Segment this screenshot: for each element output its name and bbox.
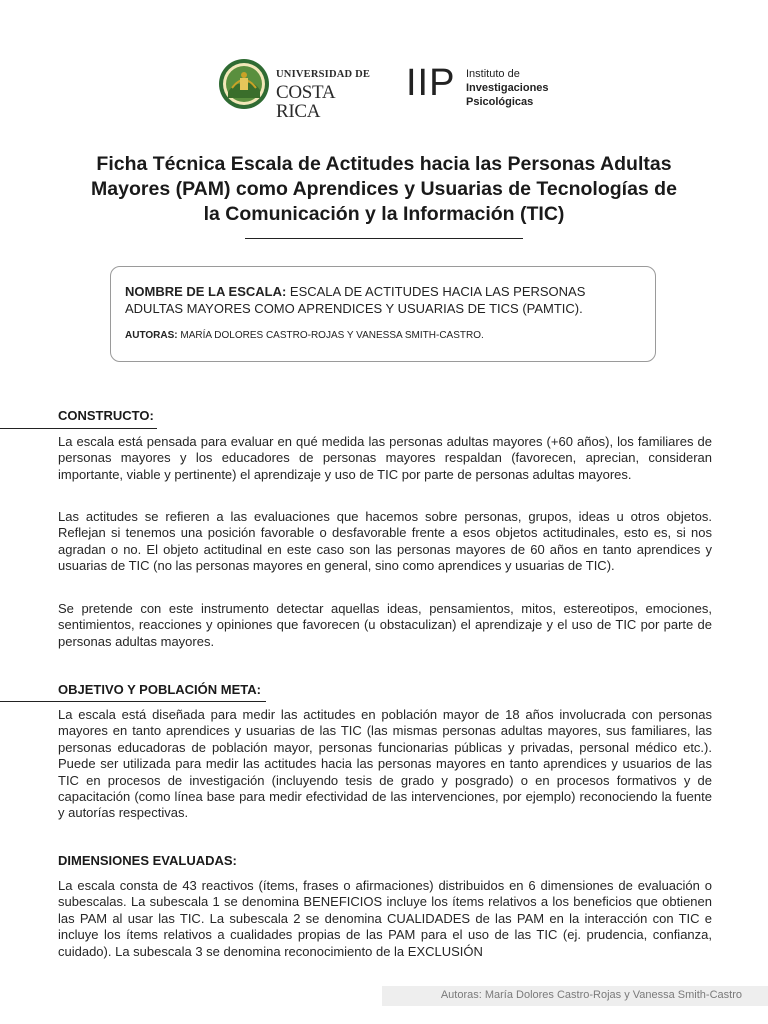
constructo-paragraph-3: Se pretende con este instrumento detectar aquellas ideas, pensamientos, mitos, estereotipos, emociones, sentimientos, reacciones y opiniones que favorecen (u obstaculizan) el aprendizaje y el uso de TIC por parte de personas adultas mayores.: [58, 601, 712, 649]
page-header: [0, 58, 768, 122]
objetivo-paragraph-1: La escala está diseñada para medir las actitudes en población mayor de 18 años involucrada con personas mayores en tanto aprendices y usuarias de las TIC (las mismas personas adultas mayores, sus familiares, las personas educadoras de población mayor, personas funcionarias públicas y privadas, personal médico etc.). Puede ser utilizada para medir las actitudes hacia las personas mayores en tanto aprendices y usuarios de las TIC en procesos de investigación (incluyendo tesis de grado y posgrado) o en procesos formativos y de capacitación (como línea base para medir efectividad de las intervenciones, por ejemplo) reconociendo la fuente y autorías respectivas.: [58, 707, 712, 821]
scale-info-box: [110, 266, 656, 362]
constructo-paragraph-1: La escala está pensada para evaluar en qué medida las personas adultas mayores (+60 años), los familiares de personas mayores y los educadores de personas mayores respaldan (favorecen, aprecian, consideran importante, viable y pertinente) el aprendizaje y uso de TIC por parte de personas adultas mayores.: [58, 434, 712, 482]
iip-line1: Instituto de: [466, 68, 520, 80]
objetivo-rule: [0, 701, 266, 702]
footer-authors: Autoras: María Dolores Castro-Rojas y Vanessa Smith-Castro: [440, 989, 742, 1001]
dimensiones-paragraph-1: La escala consta de 43 reactivos (ítems, frases o afirmaciones) distribuidos en 6 dimensiones de evaluación o subescalas. La subescala 1 se denomina BENEFICIOS incluye los ítems relativos a los beneficios que obtienen las PAM al usar las TIC. La subescala 2 se denomina CUALIDADES de las PAM en la interacción con TIC e incluye los ítems relativos a cualidades propias de las PAM para el uso de las TIC (ej. prudencia, confianza, cuidado). La subescala 3 se denomina reconocimiento de la EXCLUSIÓN: [58, 878, 712, 959]
scale-name: [125, 283, 641, 317]
page-footer: [382, 986, 768, 1006]
ucr-seal-logo: [218, 58, 270, 110]
scale-authors: [125, 329, 641, 343]
iip-logo-mark: IIP: [406, 62, 456, 104]
scale-name-label: NOMBRE DE LA ESCALA:: [125, 284, 287, 299]
document-title: Ficha Técnica Escala de Actitudes hacia las Personas Adultas Mayores (PAM) como Aprendices y Usuarias de Tecnologías de la Comunicación y la Información (TIC): [91, 153, 677, 225]
ucr-name-line2: COSTA RICA: [276, 81, 335, 122]
iip-line3: Psicológicas: [466, 95, 534, 108]
title-divider: [245, 238, 523, 239]
constructo-rule: [0, 428, 157, 429]
dimensiones-heading: DIMENSIONES EVALUADAS:: [58, 853, 237, 868]
iip-line2: Investigaciones: [466, 81, 549, 94]
iip-logo-text: [466, 68, 586, 109]
authors-label: AUTORAS:: [125, 330, 178, 341]
constructo-heading: CONSTRUCTO:: [58, 408, 154, 423]
ucr-name-line1: UNIVERSIDAD DE: [276, 69, 371, 80]
constructo-paragraph-2: Las actitudes se refieren a las evaluaciones que hacemos sobre personas, grupos, ideas u otros objetos. Reflejan si tenemos una posición favorable o desfavorable frente a esos objetos actitudinales, esto es, si nos agradan o no. El objeto actitudinal en este caso son las personas mayores de 60 años en tanto aprendices y usuarias de TIC (no las personas mayores en general, sino como aprendices y usuarias de TIC).: [58, 509, 712, 574]
ucr-name: [276, 70, 376, 121]
scale-name-value: ESCALA DE ACTITUDES HACIA LAS PERSONAS ADULTAS MAYORES COMO APRENDICES Y USUARIAS DE TICS (PAMTIC).: [125, 284, 586, 316]
authors-value: MARÍA DOLORES CASTRO-ROJAS Y VANESSA SMITH-CASTRO.: [177, 330, 484, 341]
objetivo-heading: OBJETIVO Y POBLACIÓN META:: [58, 682, 261, 697]
